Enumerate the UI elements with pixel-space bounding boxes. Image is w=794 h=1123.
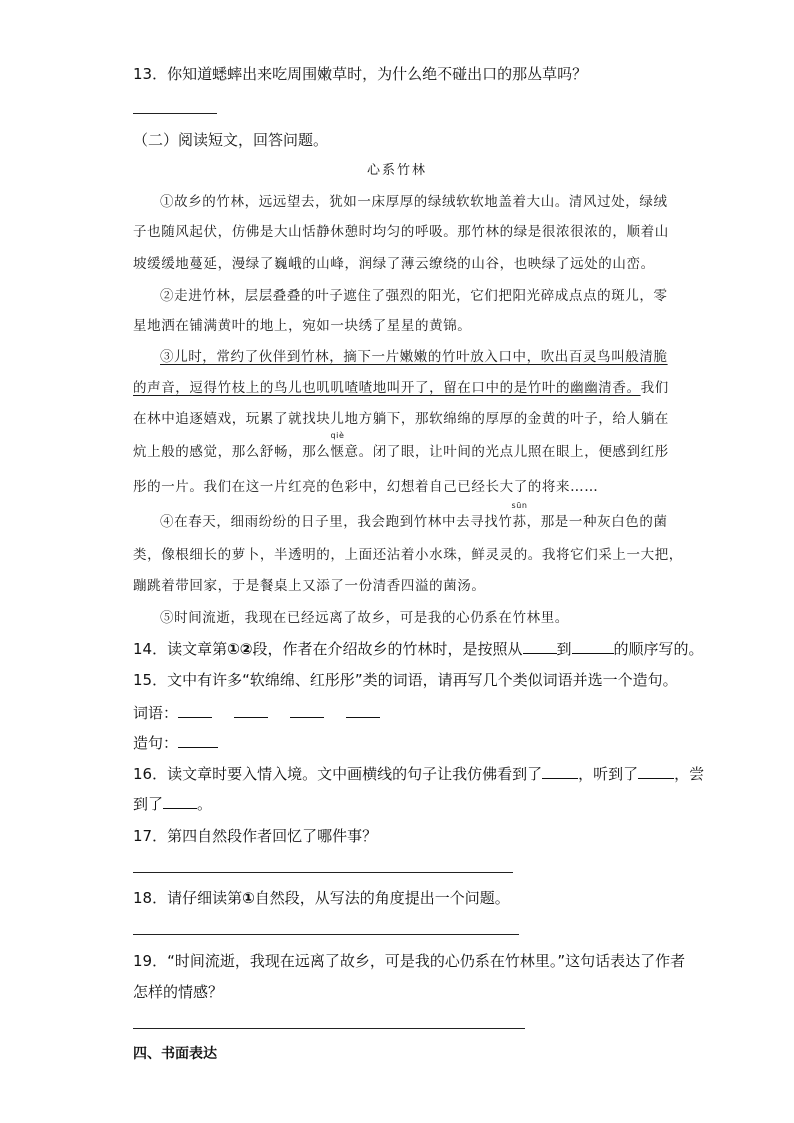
q15-words-row	[133, 703, 380, 723]
essay-p4-line3: 蹦跳着带回家，于是餐桌上又添了一份清香四溢的菌汤。	[133, 578, 486, 594]
q15-word-blank-2[interactable]	[234, 703, 268, 718]
essay-p3-line4-a: 炕上般的感觉，那么舒畅，那么	[133, 444, 331, 460]
essay-p3-line2-tail: 我们	[640, 380, 669, 396]
q15-sentence-label: 造句：	[133, 734, 179, 752]
question-16-line2	[133, 794, 212, 814]
q16-text-b: ，听到了	[578, 765, 639, 783]
q16-text-c: ，尝	[674, 765, 705, 783]
underlined-sentence-part2: 的声音，逗得竹枝上的鸟儿也叽叽喳喳地叫开了，留在口中的是竹叶的幽幽清香。	[133, 380, 641, 396]
ruby-qie	[330, 431, 345, 462]
q15-word-blank-1[interactable]	[178, 703, 212, 718]
q15-sentence-row	[133, 733, 218, 753]
q18-prefix: 18．请仔细读第	[133, 889, 243, 907]
q18-paragraph-mark: ①	[242, 889, 255, 907]
char-sun: 荪	[512, 514, 527, 530]
q14-mid: 段，作者在介绍故乡的竹林时，是按照从	[252, 640, 523, 658]
section-4-heading: 四、书面表达	[133, 1046, 217, 1062]
essay-p3-line3: 在林中追逐嬉戏，玩累了就找块儿地方躺下，那软绵绵的厚厚的金黄的叶子，给人躺在	[133, 411, 669, 427]
essay-p3-line1	[160, 347, 668, 367]
q14-paragraph-marks: ①②	[227, 640, 253, 658]
question-19-line2: 怎样的情感？	[133, 983, 224, 1001]
essay-p1-line2: 子也随风起伏，仿佛是大山恬静休憩时均匀的呼吸。那竹林的绿是很浓很浓的，顺着山	[133, 224, 669, 240]
answer-line-19[interactable]	[133, 1028, 525, 1029]
q14-prefix: 14．读文章第	[133, 640, 228, 658]
essay-p3-line5: 彤的一片。我们在这一片红亮的色彩中，幻想着自己已经长大了的将来……	[133, 479, 599, 495]
essay-p4-line1-b: ，那是一种灰白色的菌	[526, 514, 668, 530]
essay-p3-line4-b: 意。闭了眼，让叶间的光点儿照在眼上，便感到红彤	[344, 444, 669, 460]
underlined-sentence-part1: ③儿时，常约了伙伴到竹林，摘下一片嫩嫩的竹叶放入口中，吹出百灵鸟叫般清脆	[160, 349, 668, 365]
essay-p1-line1: ①故乡的竹林，远远望去，犹如一床厚厚的绿绒软软地盖着大山。清风过处，绿绒	[160, 194, 668, 210]
q16-text-d: 到了	[133, 795, 164, 813]
essay-p1-line3: 坡缓缓地蔓延，漫绿了巍峨的山峰，润绿了薄云缭绕的山谷，也映绿了远处的山峦。	[133, 256, 655, 272]
q14-suffix: 的顺序写的。	[613, 640, 704, 658]
essay-p4-line1-a: ④在春天，细雨纷纷的日子里，我会跑到竹林中去寻找竹	[160, 514, 513, 530]
question-13: 13．你知道蟋蟀出来吃周围嫩草时，为什么绝不碰出口的那丛草吗？	[133, 65, 588, 83]
part-2-heading: （二）阅读短文，回答问题。	[133, 131, 329, 149]
q16-blank-hear[interactable]	[638, 764, 674, 779]
pinyin-sun: sūn	[511, 501, 528, 510]
answer-line-13[interactable]	[133, 113, 217, 114]
essay-p2-line2: 星地洒在铺满黄叶的地上，宛如一块绣了星星的黄锦。	[133, 318, 472, 334]
question-14	[133, 639, 704, 659]
question-16-line1	[133, 764, 704, 784]
essay-title: 心系竹林	[366, 163, 427, 178]
question-18	[133, 888, 510, 908]
essay-p3-line4	[133, 431, 669, 462]
essay-p4-line2: 类，像根细长的萝卜，半透明的，上面还沾着小水珠，鲜灵灵的。我将它们采上一大把，	[133, 547, 683, 563]
q15-word-blank-4[interactable]	[346, 703, 380, 718]
q16-blank-taste[interactable]	[163, 794, 197, 809]
pinyin-qie: qiè	[330, 431, 345, 440]
question-19-line1: 19．“时间流逝，我现在远离了故乡，可是我的心仍系在竹林里。”这句话表达了作者	[133, 952, 686, 970]
q15-words-label: 词语：	[133, 704, 179, 722]
essay-p4-line1	[160, 501, 668, 532]
question-17: 17．第四自然段作者回忆了哪件事？	[133, 827, 378, 845]
q16-text-a: 16．读文章时要入情入境。文中画横线的句子让我仿佛看到了	[133, 765, 543, 783]
q16-blank-see[interactable]	[542, 764, 578, 779]
q14-to: 到	[556, 640, 572, 658]
answer-line-17[interactable]	[133, 872, 513, 873]
q15-sentence-blank[interactable]	[178, 733, 218, 748]
essay-p2-line1: ②走进竹林，层层叠叠的叶子遮住了强烈的阳光，它们把阳光碎成点点的斑儿，零	[160, 288, 668, 304]
question-15: 15．文中有许多“软绵绵、红彤彤”类的词语，请再写几个类似词语并选一个造句。	[133, 671, 678, 689]
q15-word-blank-3[interactable]	[290, 703, 324, 718]
q14-blank-1[interactable]	[523, 639, 557, 654]
ruby-sun	[511, 501, 528, 532]
char-qie: 惬	[330, 444, 345, 460]
essay-p3-line2	[133, 378, 669, 398]
answer-line-18[interactable]	[133, 934, 519, 935]
q16-text-e: 。	[197, 795, 213, 813]
essay-p5-line1: ⑤时间流逝，我现在已经远离了故乡，可是我的心仍系在竹林里。	[160, 610, 569, 626]
q14-blank-2[interactable]	[572, 639, 614, 654]
q18-suffix: 自然段，从写法的角度提出一个问题。	[254, 889, 510, 907]
